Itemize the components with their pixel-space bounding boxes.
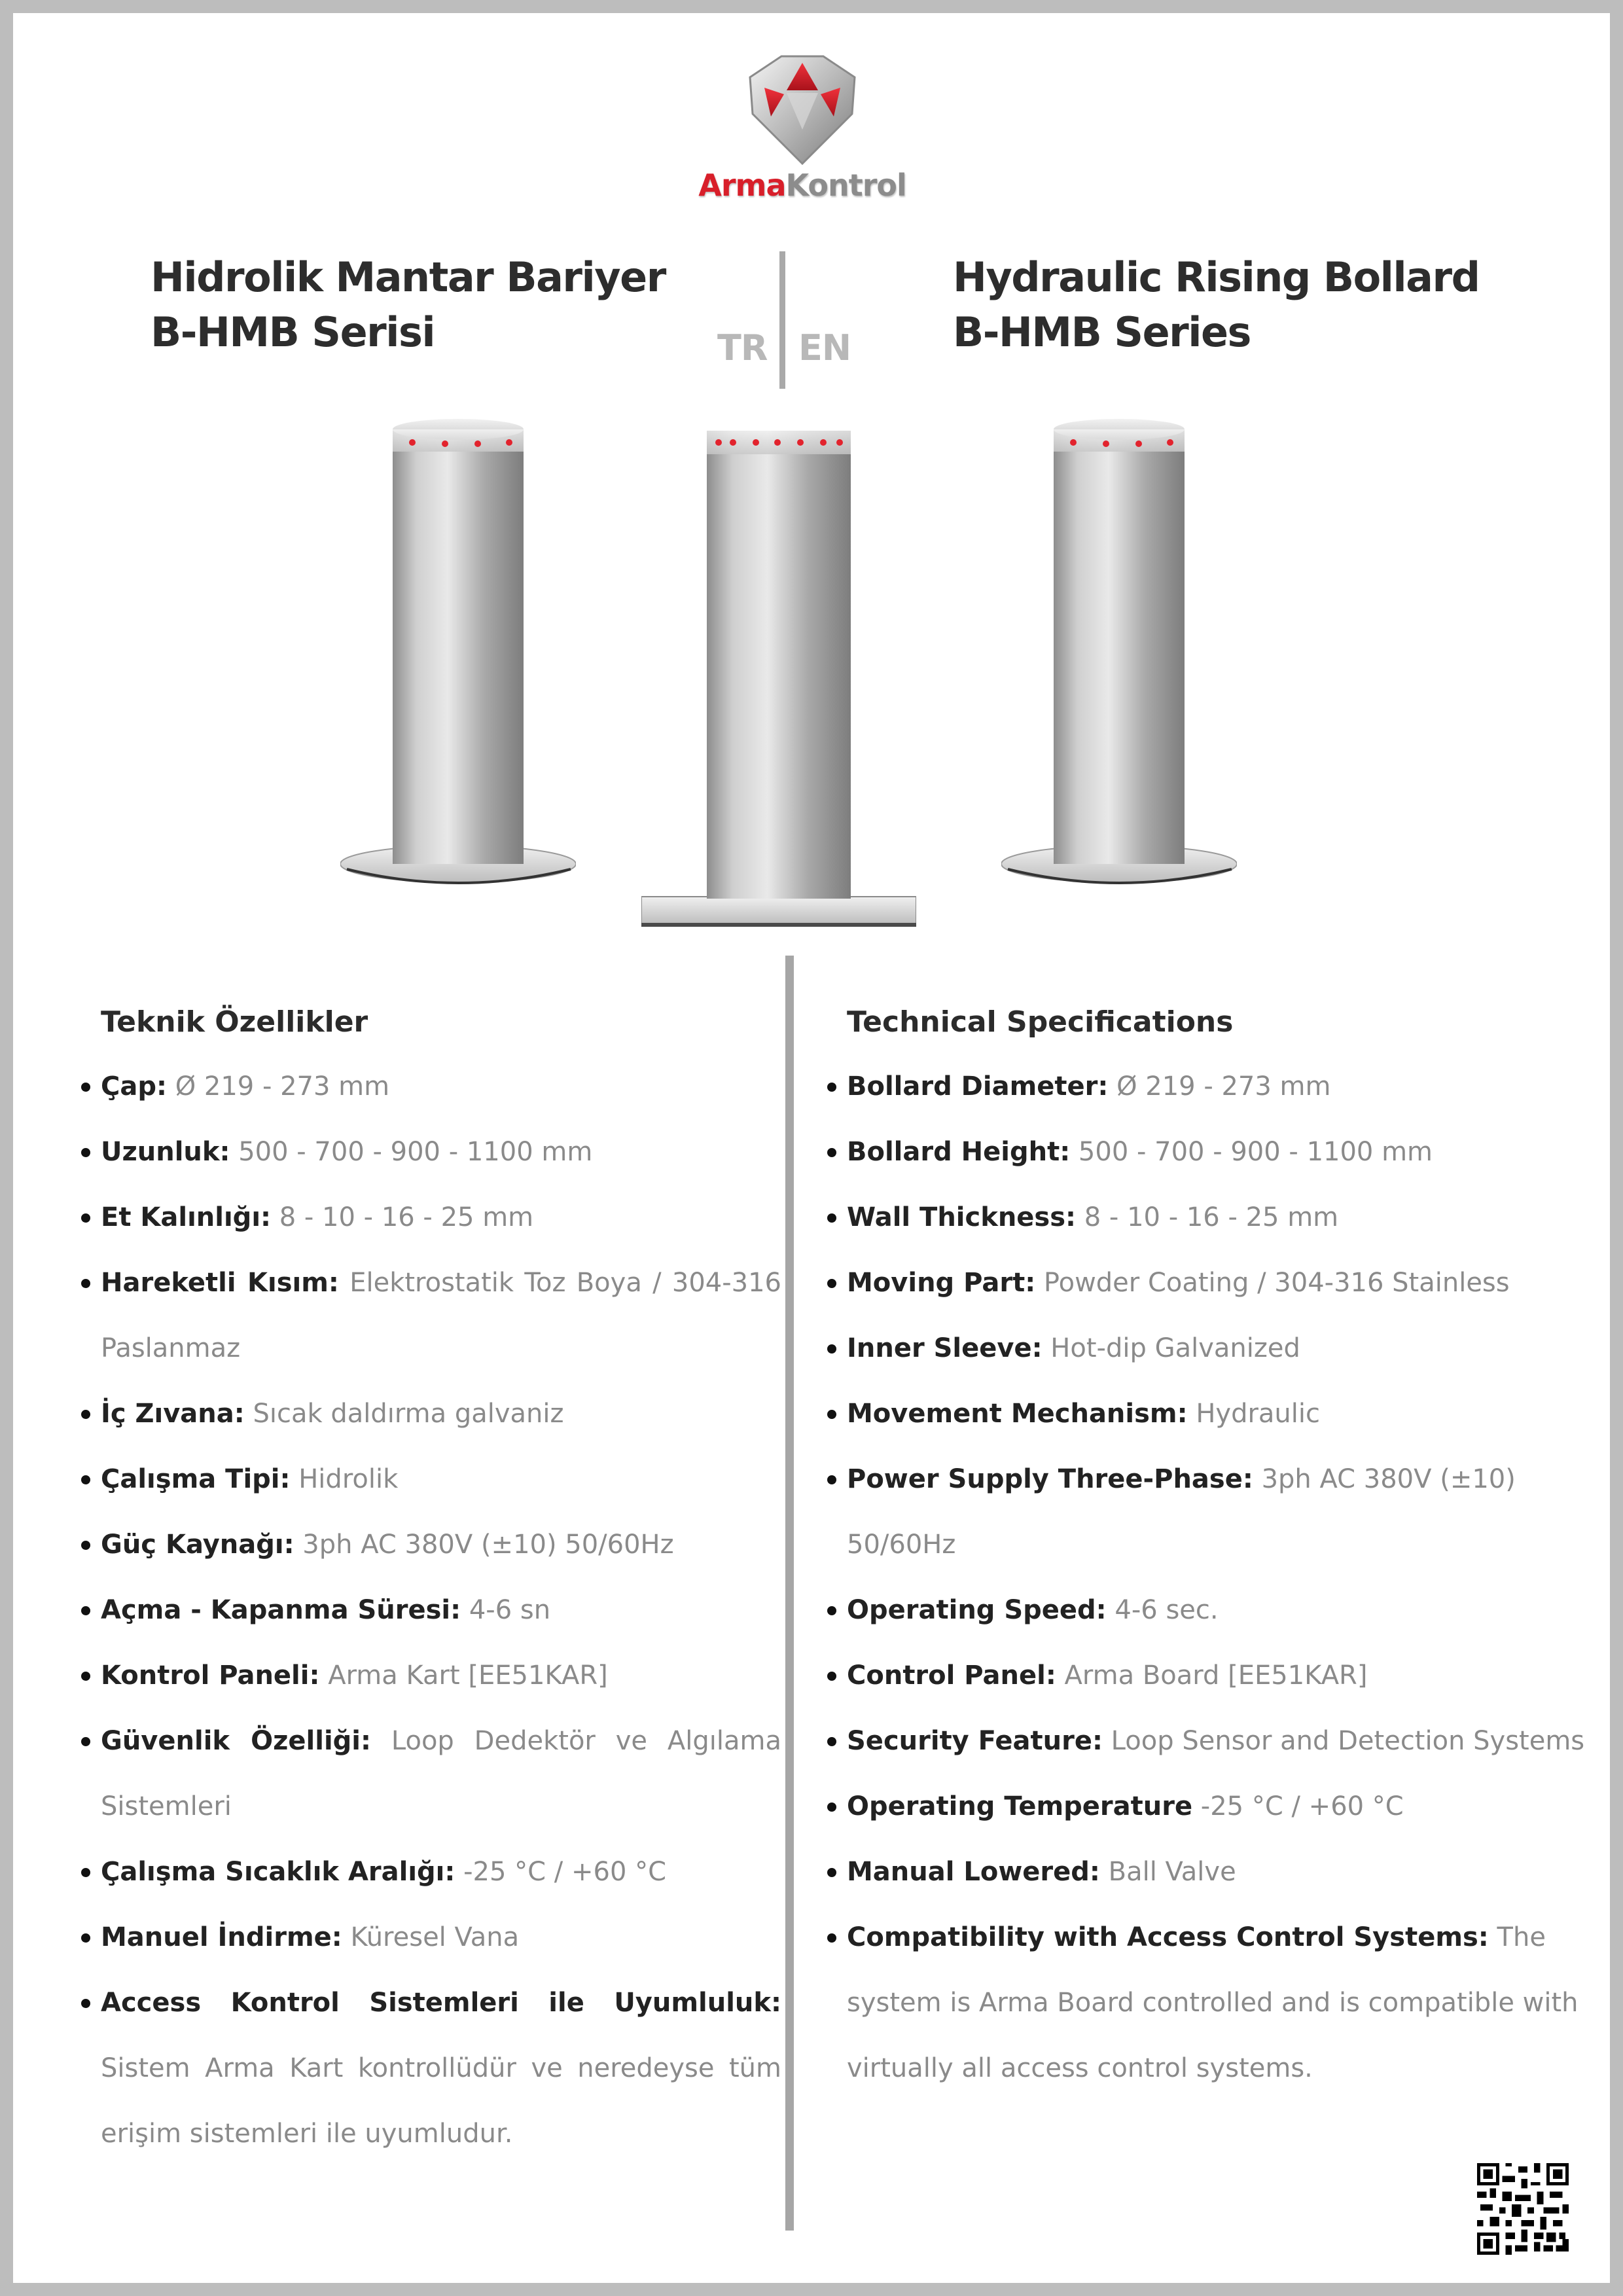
spec-item bbox=[814, 1316, 1593, 1381]
spec-key: Wall Thickness: bbox=[847, 1202, 1077, 1232]
spec-item bbox=[814, 1119, 1593, 1185]
spec-key: Security Feature: bbox=[847, 1726, 1103, 1756]
spec-key: Manuel İndirme: bbox=[101, 1922, 342, 1952]
spec-key: Control Panel: bbox=[847, 1660, 1056, 1691]
spec-value: Hidrolik bbox=[290, 1464, 399, 1494]
spec-key: Operating Temperature bbox=[847, 1791, 1193, 1821]
spec-value: 4-6 sn bbox=[461, 1595, 551, 1625]
spec-value: -25 °C / +60 °C bbox=[1192, 1791, 1404, 1821]
title-en-series: B-HMB Series bbox=[953, 308, 1251, 356]
spec-item bbox=[68, 1708, 781, 1839]
spec-value: Küresel Vana bbox=[342, 1922, 520, 1952]
title-en-line1: Hydraulic Rising Bollard bbox=[953, 253, 1480, 301]
bollard-center-image bbox=[641, 419, 916, 942]
bollard-left-image bbox=[340, 412, 576, 890]
spec-key: Bollard Height: bbox=[847, 1137, 1071, 1167]
spec-key: Çalışma Tipi: bbox=[101, 1464, 291, 1494]
spec-item bbox=[814, 1839, 1593, 1905]
specs-tr-list bbox=[68, 1054, 781, 2166]
spec-item bbox=[814, 1708, 1593, 1774]
spec-value: 3ph AC 380V (±10) 50/60Hz bbox=[847, 1464, 1516, 1560]
qr-code-icon[interactable] bbox=[1477, 2163, 1569, 2255]
spec-value: 8 - 10 - 16 - 25 mm bbox=[1076, 1202, 1339, 1232]
title-tr-line1: Hidrolik Mantar Bariyer bbox=[151, 253, 666, 301]
spec-key: Güç Kaynağı: bbox=[101, 1530, 294, 1560]
spec-key: Compatibility with Access Control Systems: bbox=[847, 1922, 1489, 1952]
specs-en-heading: Technical Specifications bbox=[847, 1005, 1234, 1039]
spec-value: Loop Sensor and Detection Systems bbox=[1102, 1726, 1585, 1756]
spec-key: Movement Mechanism: bbox=[847, 1399, 1188, 1429]
spec-value: Ø 219 - 273 mm bbox=[166, 1071, 390, 1102]
spec-item bbox=[68, 1185, 781, 1250]
spec-key: Çap: bbox=[101, 1071, 167, 1102]
spec-key: Hareketli Kısım: bbox=[101, 1268, 339, 1298]
spec-value: Sistem Arma Kart kontrollüdür ve neredeyse tüm erişim sistemleri ile uyumludur. bbox=[101, 2053, 781, 2149]
spec-item bbox=[68, 1512, 781, 1577]
brand-wordmark bbox=[698, 168, 907, 203]
spec-item bbox=[814, 1446, 1593, 1577]
spec-value: Loop Dedektör ve Algılama Sistemleri bbox=[101, 1726, 781, 1821]
spec-key: Moving Part: bbox=[847, 1268, 1036, 1298]
spec-value: Ø 219 - 273 mm bbox=[1108, 1071, 1331, 1102]
language-label-tr: TR bbox=[717, 327, 768, 368]
spec-item bbox=[814, 1643, 1593, 1708]
spec-item bbox=[814, 1250, 1593, 1316]
specs-turkish bbox=[68, 995, 781, 2166]
spec-key: Kontrol Paneli: bbox=[101, 1660, 320, 1691]
title-tr-series: B-HMB Serisi bbox=[151, 308, 435, 356]
shield-logo-icon bbox=[741, 51, 864, 166]
spec-value: Ball Valve bbox=[1099, 1857, 1236, 1887]
language-divider bbox=[779, 251, 785, 389]
spec-key: Manual Lowered: bbox=[847, 1857, 1100, 1887]
spec-value: Arma Kart [EE51KAR] bbox=[319, 1660, 608, 1691]
spec-item bbox=[68, 1905, 781, 1970]
spec-key: Bollard Diameter: bbox=[847, 1071, 1109, 1102]
brand-kontrol: Kontrol bbox=[785, 168, 906, 203]
spec-value: 8 - 10 - 16 - 25 mm bbox=[271, 1202, 534, 1232]
spec-value: Powder Coating / 304-316 Stainless bbox=[1035, 1268, 1510, 1298]
spec-item bbox=[68, 1970, 781, 2166]
spec-value: 500 - 700 - 900 - 1100 mm bbox=[1070, 1137, 1433, 1167]
spec-key: Çalışma Sıcaklık Aralığı: bbox=[101, 1857, 455, 1887]
spec-item bbox=[814, 1774, 1593, 1839]
spec-item bbox=[68, 1054, 781, 1119]
spec-item bbox=[68, 1381, 781, 1446]
spec-value: Hot-dip Galvanized bbox=[1042, 1333, 1300, 1363]
spec-key: Operating Speed: bbox=[847, 1595, 1107, 1625]
spec-key: Inner Sleeve: bbox=[847, 1333, 1043, 1363]
language-label-en: EN bbox=[798, 327, 851, 368]
spec-key: Power Supply Three-Phase: bbox=[847, 1464, 1253, 1494]
spec-item bbox=[68, 1446, 781, 1512]
spec-value: 500 - 700 - 900 - 1100 mm bbox=[230, 1137, 593, 1167]
specs-english bbox=[814, 995, 1593, 2101]
spec-item bbox=[814, 1905, 1593, 2101]
spec-item bbox=[68, 1119, 781, 1185]
spec-key: İç Zıvana: bbox=[101, 1399, 245, 1429]
spec-key: Açma - Kapanma Süresi: bbox=[101, 1595, 461, 1625]
spec-key: Et Kalınlığı: bbox=[101, 1202, 272, 1232]
spec-value: 4-6 sec. bbox=[1106, 1595, 1219, 1625]
arma-kontrol-logo bbox=[698, 51, 907, 215]
spec-value: The system is Arma Board controlled and is compatible with virtually all access control systems. bbox=[847, 1922, 1578, 2083]
spec-key: Access Kontrol Sistemleri ile Uyumluluk: bbox=[101, 1988, 781, 2018]
specs-tr-heading: Teknik Özellikler bbox=[101, 1005, 368, 1039]
datasheet-page bbox=[13, 13, 1610, 2283]
spec-item bbox=[814, 1381, 1593, 1446]
spec-value: 3ph AC 380V (±10) 50/60Hz bbox=[294, 1530, 674, 1560]
brand-arma: Arma bbox=[698, 168, 786, 203]
spec-item bbox=[68, 1643, 781, 1708]
spec-item bbox=[68, 1839, 781, 1905]
spec-value: Sıcak daldırma galvaniz bbox=[244, 1399, 564, 1429]
title-turkish bbox=[151, 250, 666, 360]
specs-en-list bbox=[814, 1054, 1593, 2101]
spec-key: Güvenlik Özelliği: bbox=[101, 1726, 371, 1756]
spec-value: Elektrostatik Toz Boya / 304-316 Paslanmaz bbox=[101, 1268, 781, 1363]
bollard-right-image bbox=[1001, 412, 1237, 890]
spec-item bbox=[814, 1054, 1593, 1119]
spec-item bbox=[814, 1185, 1593, 1250]
spec-item bbox=[68, 1250, 781, 1381]
title-english bbox=[953, 250, 1479, 360]
column-divider bbox=[785, 956, 794, 2231]
spec-key: Uzunluk: bbox=[101, 1137, 230, 1167]
spec-value: -25 °C / +60 °C bbox=[455, 1857, 667, 1887]
spec-item bbox=[814, 1577, 1593, 1643]
spec-value: Arma Board [EE51KAR] bbox=[1056, 1660, 1368, 1691]
spec-item bbox=[68, 1577, 781, 1643]
spec-value: Hydraulic bbox=[1187, 1399, 1320, 1429]
